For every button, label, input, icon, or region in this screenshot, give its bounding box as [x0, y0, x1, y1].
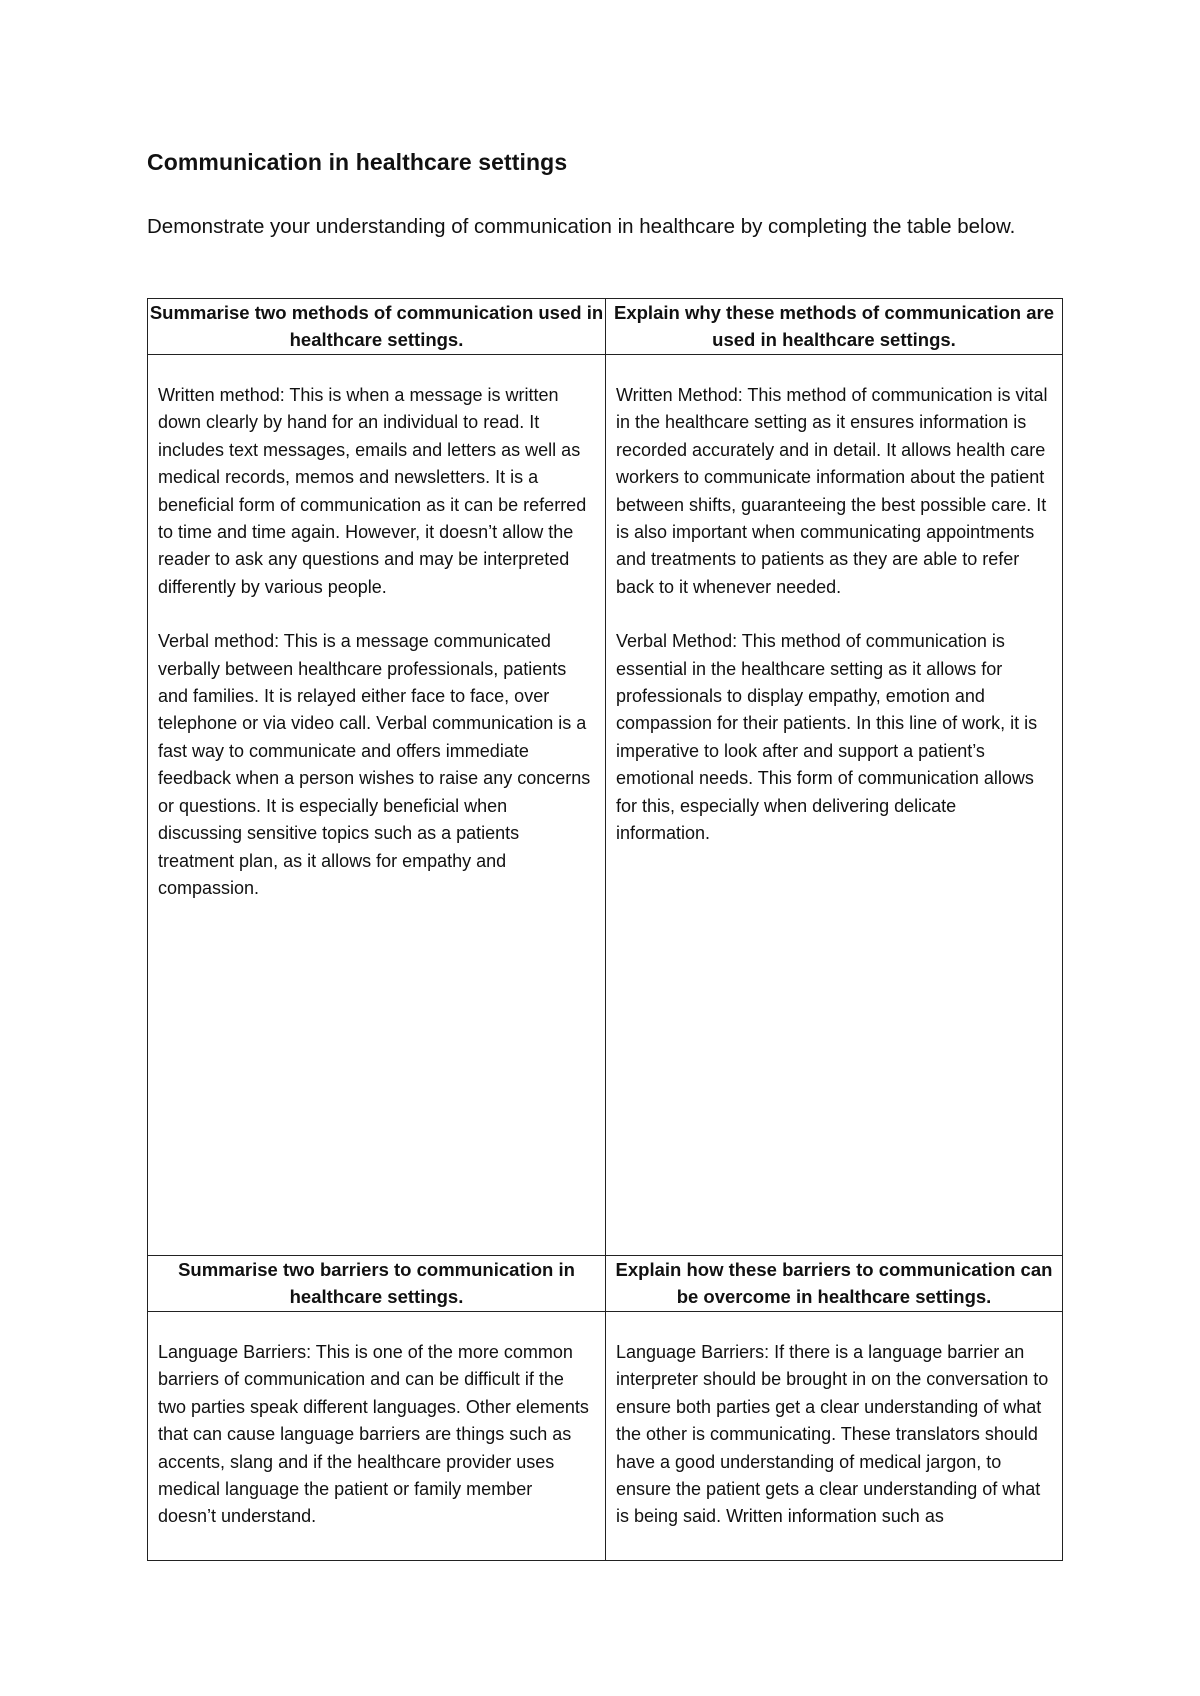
header-methods-why: Explain why these methods of communication are used in healthcare settings.	[606, 299, 1063, 355]
paragraph-language-barriers-overcome: Language Barriers: If there is a language barrier an interpreter should be brought in on the conversation to ensure both parties get a clear understanding of what the other is communicating. These translators should have a good understanding of medical jargon, to ensure the patient gets a clear understanding of what is being said. Written information such as	[616, 1342, 1049, 1527]
table-header-row	[148, 299, 1063, 355]
paragraph-verbal-method: Verbal method: This is a message communicated verbally between healthcare professionals, patients and families. It is relayed either face to face, over telephone or via video call. Verbal communication is a fast way to communicate and offers immediate feedback when a person wishes to raise any concerns or questions. It is especially beneficial when discussing sensitive topics such as a patients treatment plan, as it allows for empathy and compassion.	[158, 631, 591, 898]
paragraph-verbal-method-why: Verbal Method: This method of communication is essential in the healthcare setting as it allows for professionals to display empathy, emotion and compassion for their patients. In this line of work, it is imperative to look after and support a patient’s emotional needs. This form of communication allows for this, especially when delivering delicate information.	[616, 631, 1038, 844]
table-row	[148, 1312, 1063, 1561]
intro-text: Demonstrate your understanding of communication in healthcare by completing the table below.	[147, 215, 1016, 238]
communication-table	[147, 298, 1063, 1561]
header-barriers: Summarise two barriers to communication in healthcare settings.	[148, 1256, 606, 1312]
cell-barriers	[148, 1312, 606, 1561]
header-methods: Summarise two methods of communication used in healthcare settings.	[148, 299, 606, 355]
cell-barriers-overcome	[606, 1312, 1063, 1561]
table-header-row	[148, 1256, 1063, 1312]
header-barriers-overcome: Explain how these barriers to communication can be overcome in healthcare settings.	[606, 1256, 1063, 1312]
paragraph-written-method: Written method: This is when a message is written down clearly by hand for an individual to read. It includes text messages, emails and letters as well as medical records, memos and newsletters. It is a beneficial form of communication as it can be referred to time and time again. However, it doesn’t allow the reader to ask any questions and may be interpreted differently by various people.	[158, 385, 587, 597]
table-row	[148, 355, 1063, 1256]
page-title: Communication in healthcare settings	[147, 149, 568, 175]
cell-methods-why	[606, 355, 1063, 1256]
paragraph-written-method-why: Written Method: This method of communication is vital in the healthcare setting as it ensures information is recorded accurately and in detail. It allows health care workers to communicate information about the patient between shifts, guaranteeing the best possible care. It is also important when communicating appointments and treatments to patients as they are able to refer back to it whenever needed.	[616, 385, 1048, 597]
cell-methods	[148, 355, 606, 1256]
paragraph-language-barriers: Language Barriers: This is one of the more common barriers of communication and can be difficult if the two parties speak different languages. Other elements that can cause language barriers are things such as accents, slang and if the healthcare provider uses medical language the patient or family member doesn’t understand.	[158, 1342, 589, 1527]
